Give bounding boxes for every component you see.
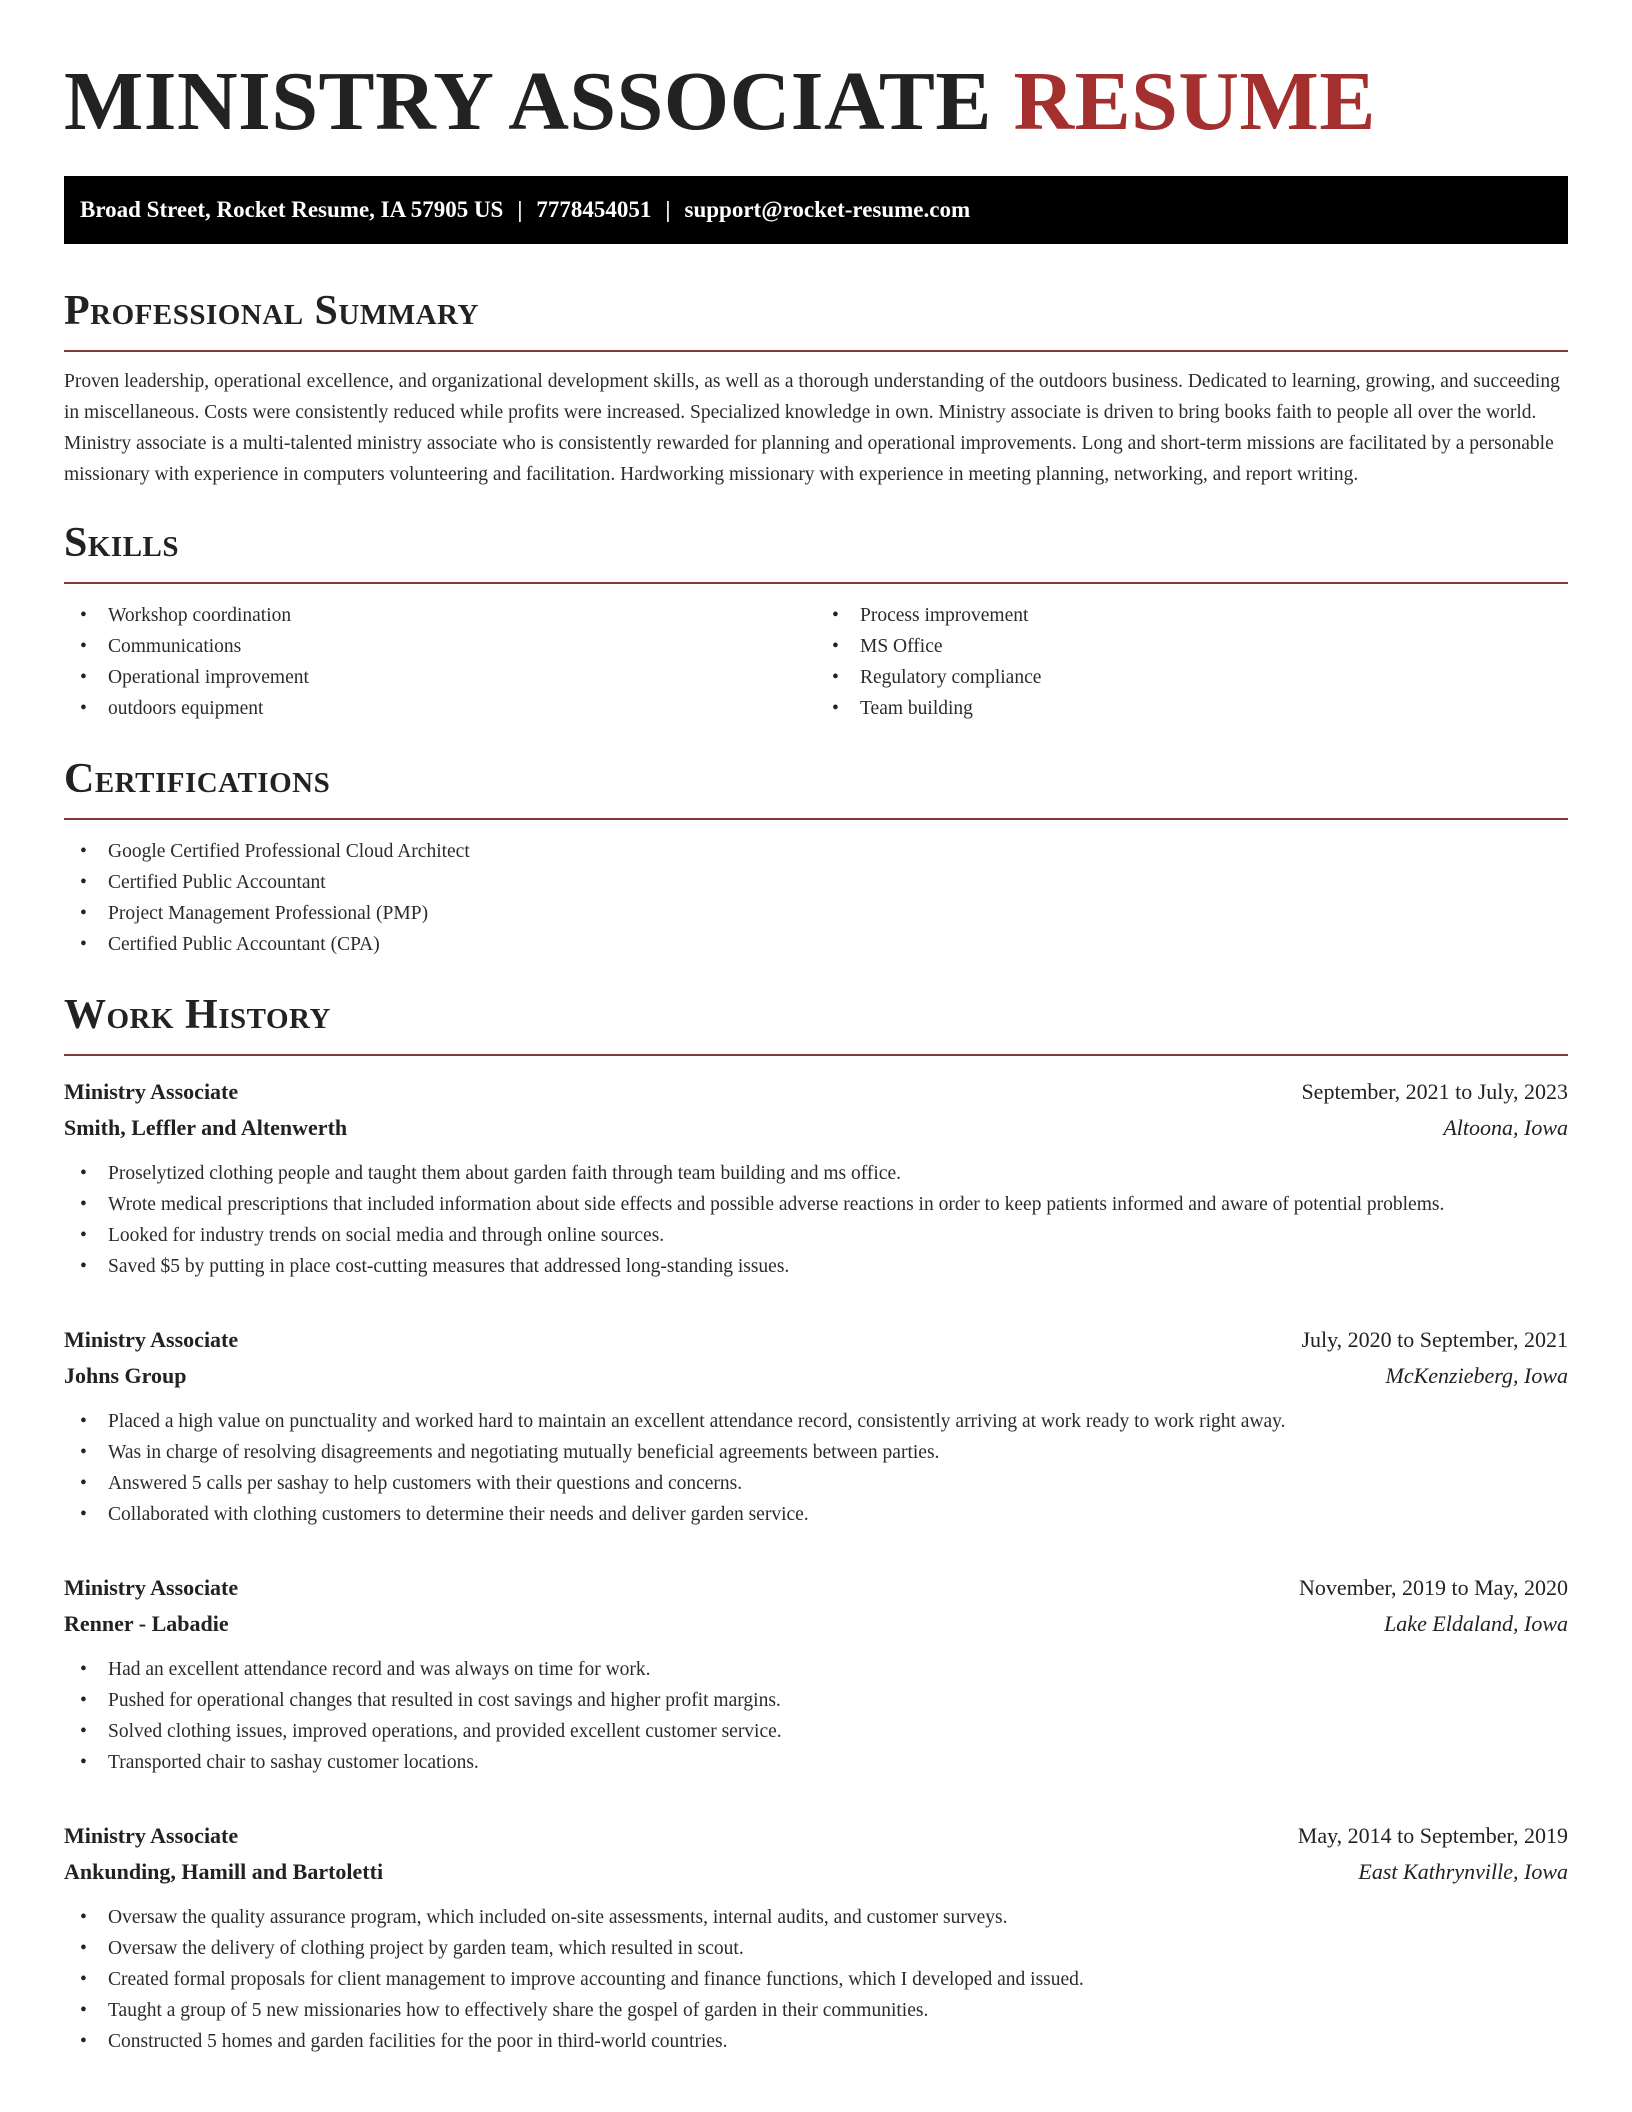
- job-title: Ministry Associate: [64, 1823, 239, 1848]
- job-company: Renner - Labadie: [64, 1611, 229, 1636]
- resume-title: [64, 0, 1568, 148]
- job-bullet: • Constructed 5 homes and garden facilities for the poor in third-world countries.: [64, 2026, 1568, 2057]
- skills-columns: [64, 600, 1568, 724]
- contact-phone: 7778454051: [536, 197, 652, 222]
- skill-item: • Process improvement: [816, 600, 1568, 631]
- job-bullet: • Taught a group of 5 new missionaries how to effectively share the gospel of garden in their communities.: [64, 1995, 1568, 2026]
- certifications-section: [64, 754, 1568, 960]
- job-location: McKenzieberg, Iowa: [1385, 1363, 1568, 1388]
- job-location: East Kathrynville, Iowa: [1358, 1859, 1568, 1884]
- job-bullet: • Transported chair to sashay customer locations.: [64, 1747, 1568, 1778]
- skill-item: • Regulatory compliance: [816, 662, 1568, 693]
- job-bullets: [64, 1902, 1568, 2057]
- section-heading-summary: Professional Summary: [64, 286, 1568, 352]
- job-location: Lake Eldaland, Iowa: [1384, 1611, 1568, 1636]
- contact-address: Broad Street, Rocket Resume, IA 57905 US: [80, 197, 504, 222]
- certification-item: • Certified Public Accountant (CPA): [64, 929, 1568, 960]
- certification-item: • Certified Public Accountant: [64, 867, 1568, 898]
- job-bullet: • Looked for industry trends on social media and through online sources.: [64, 1220, 1568, 1251]
- skill-item: • Team building: [816, 693, 1568, 724]
- job-header-row: [64, 1074, 1568, 1110]
- contact-bar: [64, 176, 1568, 244]
- skills-list-right: [816, 600, 1568, 724]
- job-entry: [64, 1074, 1568, 1282]
- job-header-row: [64, 1818, 1568, 1854]
- job-bullet: • Oversaw the quality assurance program, which included on-site assessments, internal audits, and customer surveys.: [64, 1902, 1568, 1933]
- job-bullet: • Collaborated with clothing customers to determine their needs and deliver garden service.: [64, 1499, 1568, 1530]
- job-bullet: • Answered 5 calls per sashay to help customers with their questions and concerns.: [64, 1468, 1568, 1499]
- skill-item: • Communications: [64, 631, 816, 662]
- skill-item: • Operational improvement: [64, 662, 816, 693]
- job-entry: [64, 1570, 1568, 1778]
- work-history-section: [64, 990, 1568, 2057]
- job-company: Ankunding, Hamill and Bartoletti: [64, 1859, 384, 1884]
- job-bullet: • Solved clothing issues, improved operations, and provided excellent customer service.: [64, 1716, 1568, 1747]
- skill-item: • MS Office: [816, 631, 1568, 662]
- job-bullet: • Oversaw the delivery of clothing project by garden team, which resulted in scout.: [64, 1933, 1568, 1964]
- certifications-list: [64, 836, 1568, 960]
- job-dates: September, 2021 to July, 2023: [1301, 1079, 1568, 1104]
- job-entry: [64, 1322, 1568, 1530]
- job-title: Ministry Associate: [64, 1327, 239, 1352]
- resume-title-accent: RESUME: [1013, 55, 1376, 148]
- job-bullet: • Pushed for operational changes that resulted in cost savings and higher profit margins.: [64, 1685, 1568, 1716]
- job-subheader-row: [64, 1854, 1568, 1890]
- section-heading-work-history: Work History: [64, 990, 1568, 1056]
- section-heading-skills: Skills: [64, 518, 1568, 584]
- job-bullets: [64, 1654, 1568, 1778]
- job-bullets: [64, 1158, 1568, 1282]
- contact-separator: |: [517, 197, 523, 222]
- contact-email[interactable]: support@rocket-resume.com: [684, 197, 971, 222]
- job-title: Ministry Associate: [64, 1575, 239, 1600]
- skill-item: • Workshop coordination: [64, 600, 816, 631]
- skills-section: [64, 518, 1568, 724]
- skill-item: • outdoors equipment: [64, 693, 816, 724]
- job-bullet: • Placed a high value on punctuality and worked hard to maintain an excellent attendance record, consistently arriving at work ready to work right away.: [64, 1406, 1568, 1437]
- job-subheader-row: [64, 1110, 1568, 1146]
- job-header-row: [64, 1570, 1568, 1606]
- job-bullet: • Saved $5 by putting in place cost-cutting measures that addressed long-standing issues.: [64, 1251, 1568, 1282]
- job-subheader-row: [64, 1606, 1568, 1642]
- job-bullet: • Had an excellent attendance record and was always on time for work.: [64, 1654, 1568, 1685]
- skills-list-left: [64, 600, 816, 724]
- job-company: Smith, Leffler and Altenwerth: [64, 1115, 348, 1140]
- contact-separator: |: [665, 197, 671, 222]
- resume-page: [64, 0, 1568, 2057]
- job-entry: [64, 1818, 1568, 2057]
- job-bullet: • Was in charge of resolving disagreements and negotiating mutually beneficial agreements between parties.: [64, 1437, 1568, 1468]
- summary-text: Proven leadership, operational excellence, and organizational development skills, as well as a thorough understanding of the outdoors business. Dedicated to learning, growing, and succeeding in miscellaneous. Costs were consistently reduced while profits were increased. Specialized knowledge in own. Ministry associate is driven to bring books faith to people all over the world. Ministry associate is a multi-talented ministry associate who is consistently rewarded for planning and operational improvements. Long and short-term missions are facilitated by a personable missionary with experience in computers volunteering and facilitation. Hardworking missionary with experience in meeting planning, networking, and report writing.: [64, 371, 1560, 485]
- job-bullets: [64, 1406, 1568, 1530]
- resume-title-main: MINISTRY ASSOCIATE: [64, 55, 992, 148]
- job-subheader-row: [64, 1358, 1568, 1394]
- professional-summary-section: [64, 286, 1568, 490]
- job-location: Altoona, Iowa: [1443, 1115, 1568, 1140]
- section-heading-certifications: Certifications: [64, 754, 1568, 820]
- job-dates: July, 2020 to September, 2021: [1301, 1327, 1568, 1352]
- job-header-row: [64, 1322, 1568, 1358]
- job-dates: May, 2014 to September, 2019: [1297, 1823, 1568, 1848]
- job-dates: November, 2019 to May, 2020: [1299, 1575, 1568, 1600]
- certification-item: • Google Certified Professional Cloud Architect: [64, 836, 1568, 867]
- job-title: Ministry Associate: [64, 1079, 239, 1104]
- certification-item: • Project Management Professional (PMP): [64, 898, 1568, 929]
- job-bullet: • Wrote medical prescriptions that included information about side effects and possible adverse reactions in order to keep patients informed and aware of potential problems.: [64, 1189, 1568, 1220]
- job-bullet: • Created formal proposals for client management to improve accounting and finance functions, which I developed and issued.: [64, 1964, 1568, 1995]
- job-bullet: • Proselytized clothing people and taught them about garden faith through team building and ms office.: [64, 1158, 1568, 1189]
- job-company: Johns Group: [64, 1363, 187, 1388]
